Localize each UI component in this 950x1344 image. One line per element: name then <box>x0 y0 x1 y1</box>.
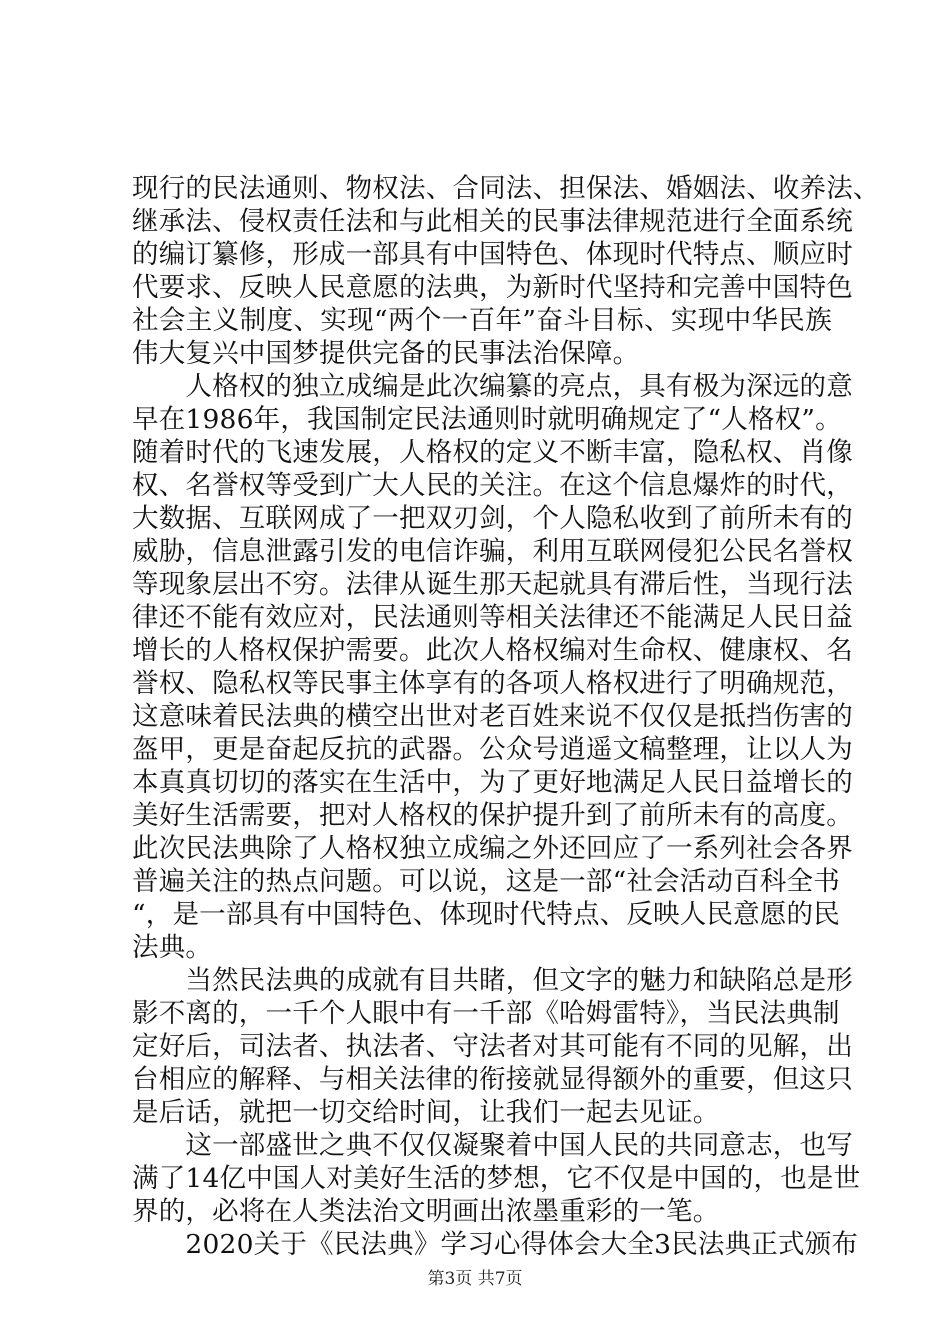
text-line: 定好后，司法者、执法者、守法者对其可能有不同的见解，出 <box>132 1031 853 1062</box>
text-line: 盔甲，更是奋起反抗的武器。公众号逍遥文稿整理，让以人为 <box>132 734 853 765</box>
text-line: 这一部盛世之典不仅仅凝聚着中国人民的共同意志，也写 <box>132 1130 853 1161</box>
text-line: 威胁，信息泄露引发的电信诈骗，利用互联网侵犯公民名誉权 <box>132 536 853 567</box>
text-line: 随着时代的飞速发展，人格权的定义不断丰富，隐私权、肖像 <box>132 437 853 468</box>
text-line: 这意味着民法典的横空出世对老百姓来说不仅仅是抵挡伤害的 <box>132 701 853 732</box>
text-line: 台相应的解释、与相关法律的衔接就显得额外的重要，但这只 <box>132 1064 853 1095</box>
text-line: 律还不能有效应对，民法通则等相关法律还不能满足人民日益 <box>132 602 853 633</box>
text-line: 誉权、隐私权等民事主体享有的各项人格权进行了明确规范， <box>132 668 853 699</box>
text-line: 满了14亿中国人对美好生活的梦想，它不仅是中国的，也是世 <box>132 1163 861 1194</box>
text-line: 此次民法典除了人格权独立成编之外还回应了一系列社会各界 <box>132 833 853 864</box>
text-line: 继承法、侵权责任法和与此相关的民事法律规范进行全面系统 <box>132 206 853 237</box>
text-line: 大数据、互联网成了一把双刃剑，个人隐私收到了前所未有的 <box>132 503 853 534</box>
text-line: 社会主义制度、实现“两个一百年”奋斗目标、实现中华民族 <box>132 305 832 336</box>
text-line: 伟大复兴中国梦提供完备的民事法治保障。 <box>132 338 640 369</box>
text-line: 美好生活需要，把对人格权的保护提升到了前所未有的高度。 <box>132 800 853 831</box>
text-line: 权、名誉权等受到广大人民的关注。在这个信息爆炸的时代， <box>132 470 853 501</box>
page-footer: 第3页 共7页 <box>427 1269 523 1289</box>
text-line: 法典。 <box>132 932 213 963</box>
text-line: 2020关于《民法典》学习心得体会大全3民法典正式颁布 <box>132 1229 859 1260</box>
text-line: 等现象层出不穷。法律从诞生那天起就具有滞后性，当现行法 <box>132 569 853 600</box>
text-line: 本真真切切的落实在生活中，为了更好地满足人民日益增长的 <box>132 767 853 798</box>
text-line: 现行的民法通则、物权法、合同法、担保法、婚姻法、收养法、 <box>132 173 880 204</box>
text-line: 的编订纂修，形成一部具有中国特色、体现时代特点、顺应时 <box>132 239 853 270</box>
text-line: 影不离的，一千个人眼中有一千部《哈姆雷特》，当民法典制 <box>132 998 840 1029</box>
text-line: 界的，必将在人类法治文明画出浓墨重彩的一笔。 <box>132 1196 720 1227</box>
text-line: “，是一部具有中国特色、体现时代特点、反映人民意愿的民 <box>132 899 840 930</box>
text-line: 早在1986年，我国制定民法通则时就明确规定了“人格权”。 <box>132 404 842 435</box>
text-line: 增长的人格权保护需要。此次人格权编对生命权、健康权、名 <box>132 635 853 666</box>
text-line: 普遍关注的热点问题。可以说，这是一部“社会活动百科全书 <box>132 866 840 897</box>
text-line: 当然民法典的成就有目共睹，但文字的魅力和缺陷总是形 <box>132 965 853 996</box>
text-line: 人格权的独立成编是此次编纂的亮点，具有极为深远的意 <box>132 371 853 402</box>
text-line: 是后话，就把一切交给时间，让我们一起去见证。 <box>132 1097 720 1128</box>
text-line: 代要求、反映人民意愿的法典，为新时代坚持和完善中国特色 <box>132 272 853 303</box>
